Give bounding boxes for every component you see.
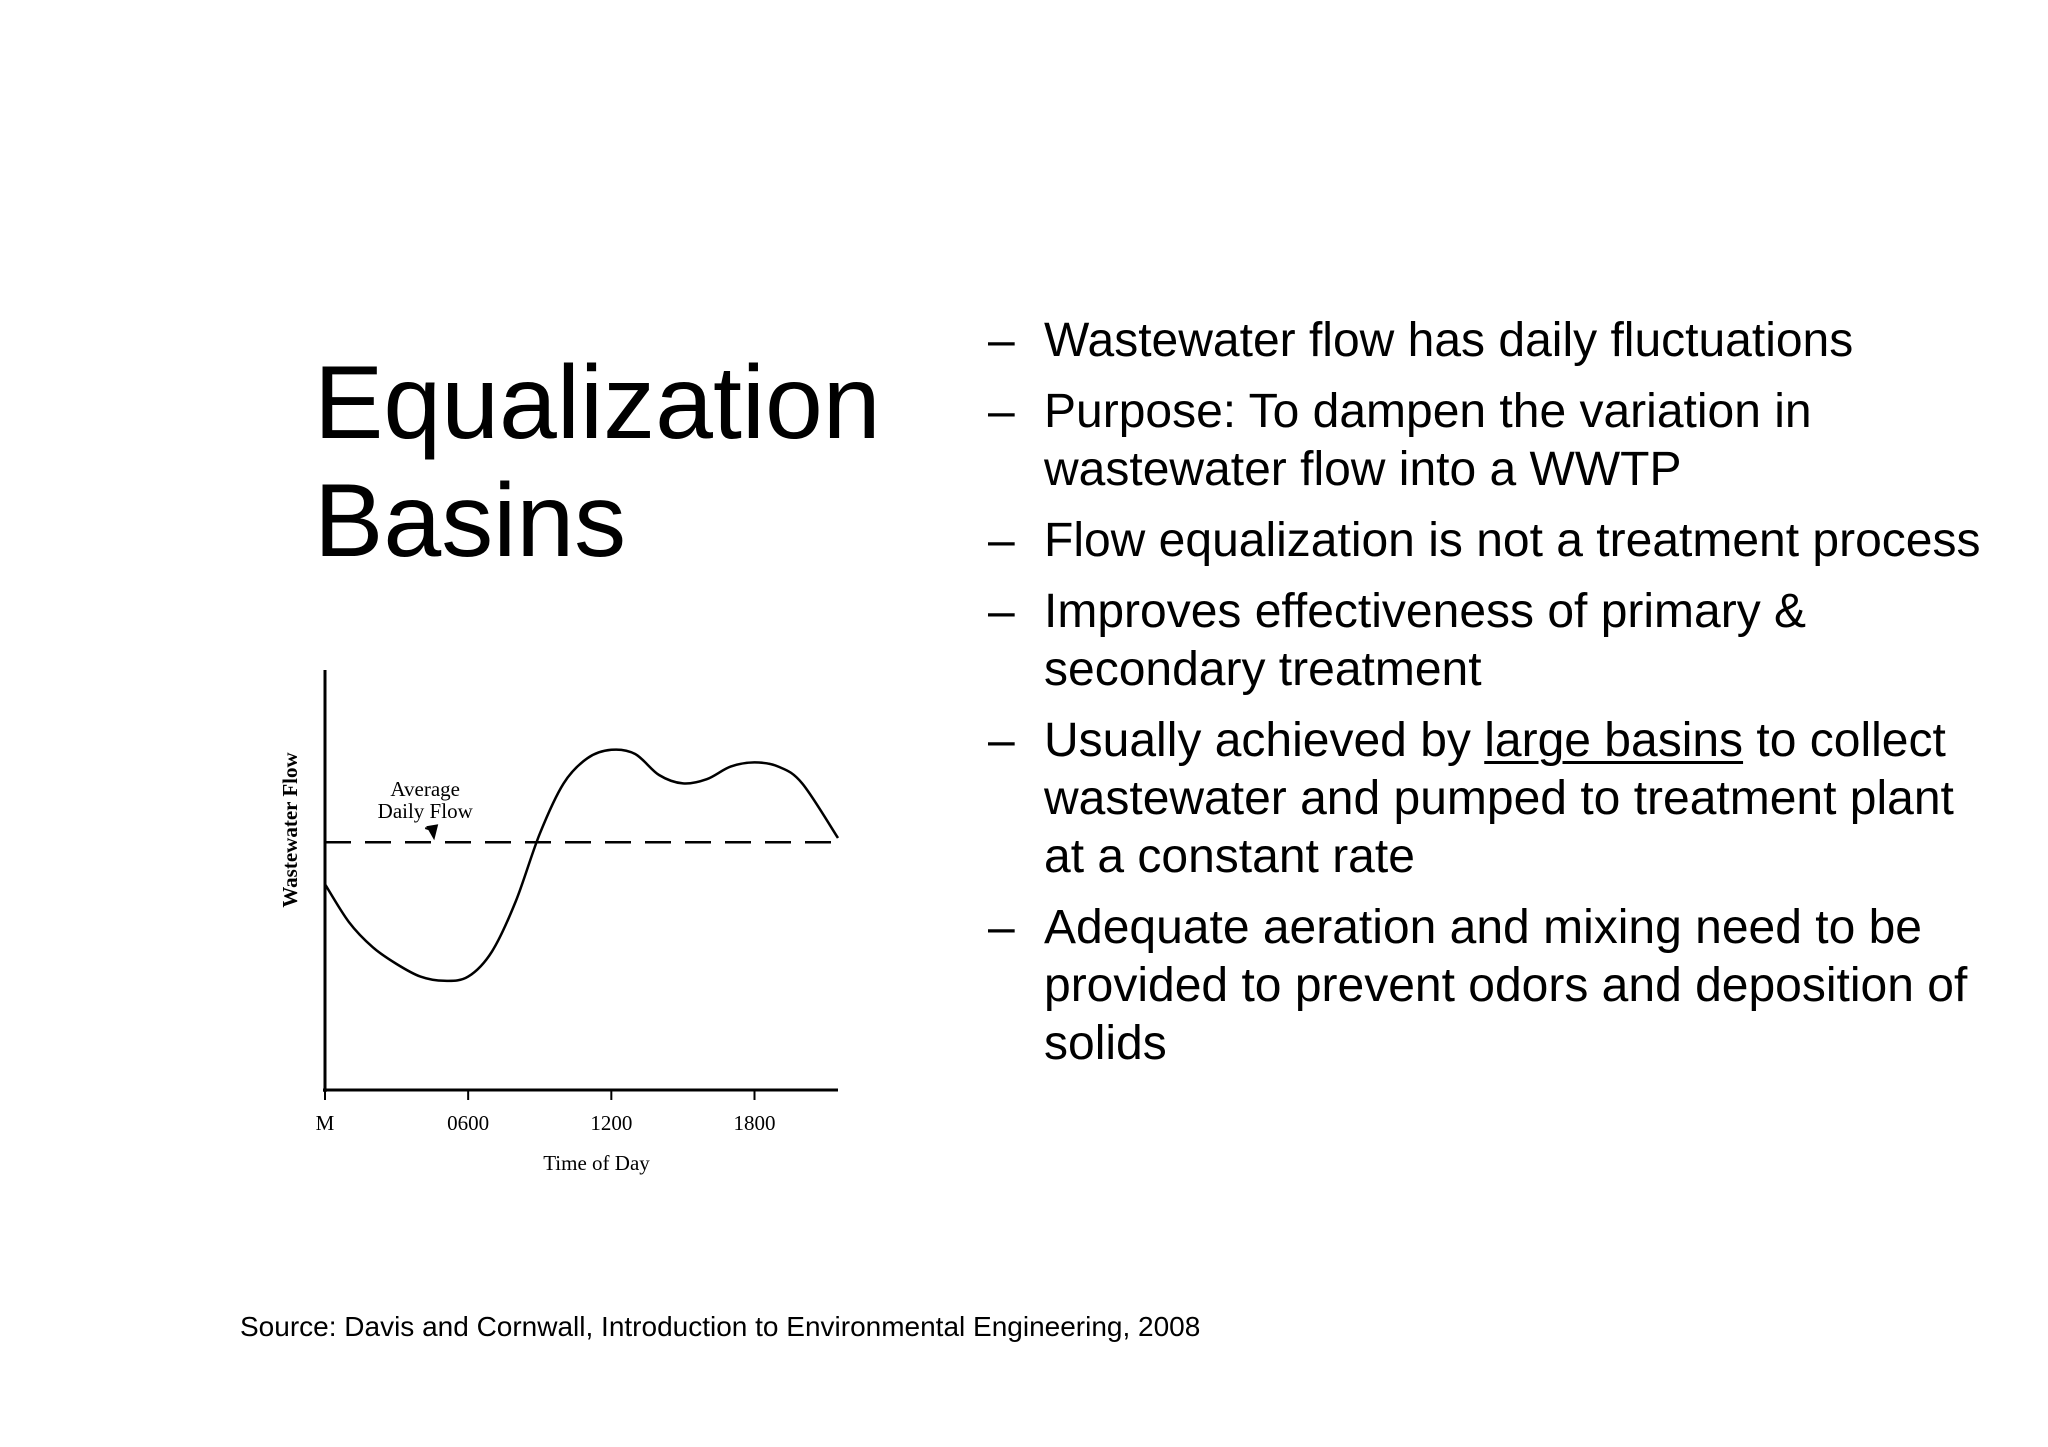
flow-chart (270, 650, 850, 1190)
x-tick-label: 1800 (733, 1111, 776, 1135)
bullet-text: Purpose: To dampen the variation in wastewater flow into a WWTP (1044, 385, 1812, 496)
bullet-item (988, 712, 1988, 886)
slide-title (314, 344, 914, 580)
bullet-dash: – (988, 514, 1015, 567)
title-line-2: Basins (314, 463, 627, 579)
x-tick-label: M (315, 1111, 335, 1135)
bullet-text-before: Usually achieved by (1044, 714, 1485, 767)
x-tick-label: 0600 (447, 1111, 490, 1135)
flow-chart-svg (270, 650, 850, 1190)
bullet-item (988, 583, 1988, 699)
bullet-dash: – (988, 314, 1015, 367)
bullet-text: Improves effectiveness of primary & secondary treatment (1044, 585, 1807, 696)
bullet-text: Wastewater flow has daily fluctuations (1044, 314, 1854, 367)
title-line-1: Equalization (314, 345, 881, 461)
bullet-text-after: to collect wastewater and pumped to treatment plant at a constant rate (1044, 714, 1954, 883)
annotation-label: Average (390, 777, 460, 801)
x-tick-label: 1200 (590, 1111, 633, 1135)
bullet-list (988, 312, 1988, 1086)
bullet-text: Adequate aeration and mixing need to be provided to prevent odors and deposition of solids (1044, 901, 1968, 1070)
y-axis-label: Wastewater Flow (278, 752, 302, 908)
bullet-dash: – (988, 714, 1015, 767)
annotation-label: Daily Flow (377, 799, 473, 823)
bullet-item (988, 383, 1988, 499)
bullet-dash: – (988, 385, 1015, 438)
x-axis-label: Time of Day (543, 1151, 650, 1175)
bullet-item (988, 899, 1988, 1073)
bullet-dash: – (988, 585, 1015, 638)
bullet-text: Flow equalization is not a treatment process (1044, 514, 1981, 567)
source-citation: Source: Davis and Cornwall, Introduction to Environmental Engineering, 2008 (240, 1311, 1201, 1342)
bullet-dash: – (988, 901, 1015, 954)
bullet-item (988, 512, 1988, 570)
underlined-large-basins: large basins (1484, 714, 1744, 767)
bullet-item (988, 312, 1988, 370)
annotation-arrow-head (426, 824, 438, 840)
bullet-text (1044, 714, 1954, 883)
